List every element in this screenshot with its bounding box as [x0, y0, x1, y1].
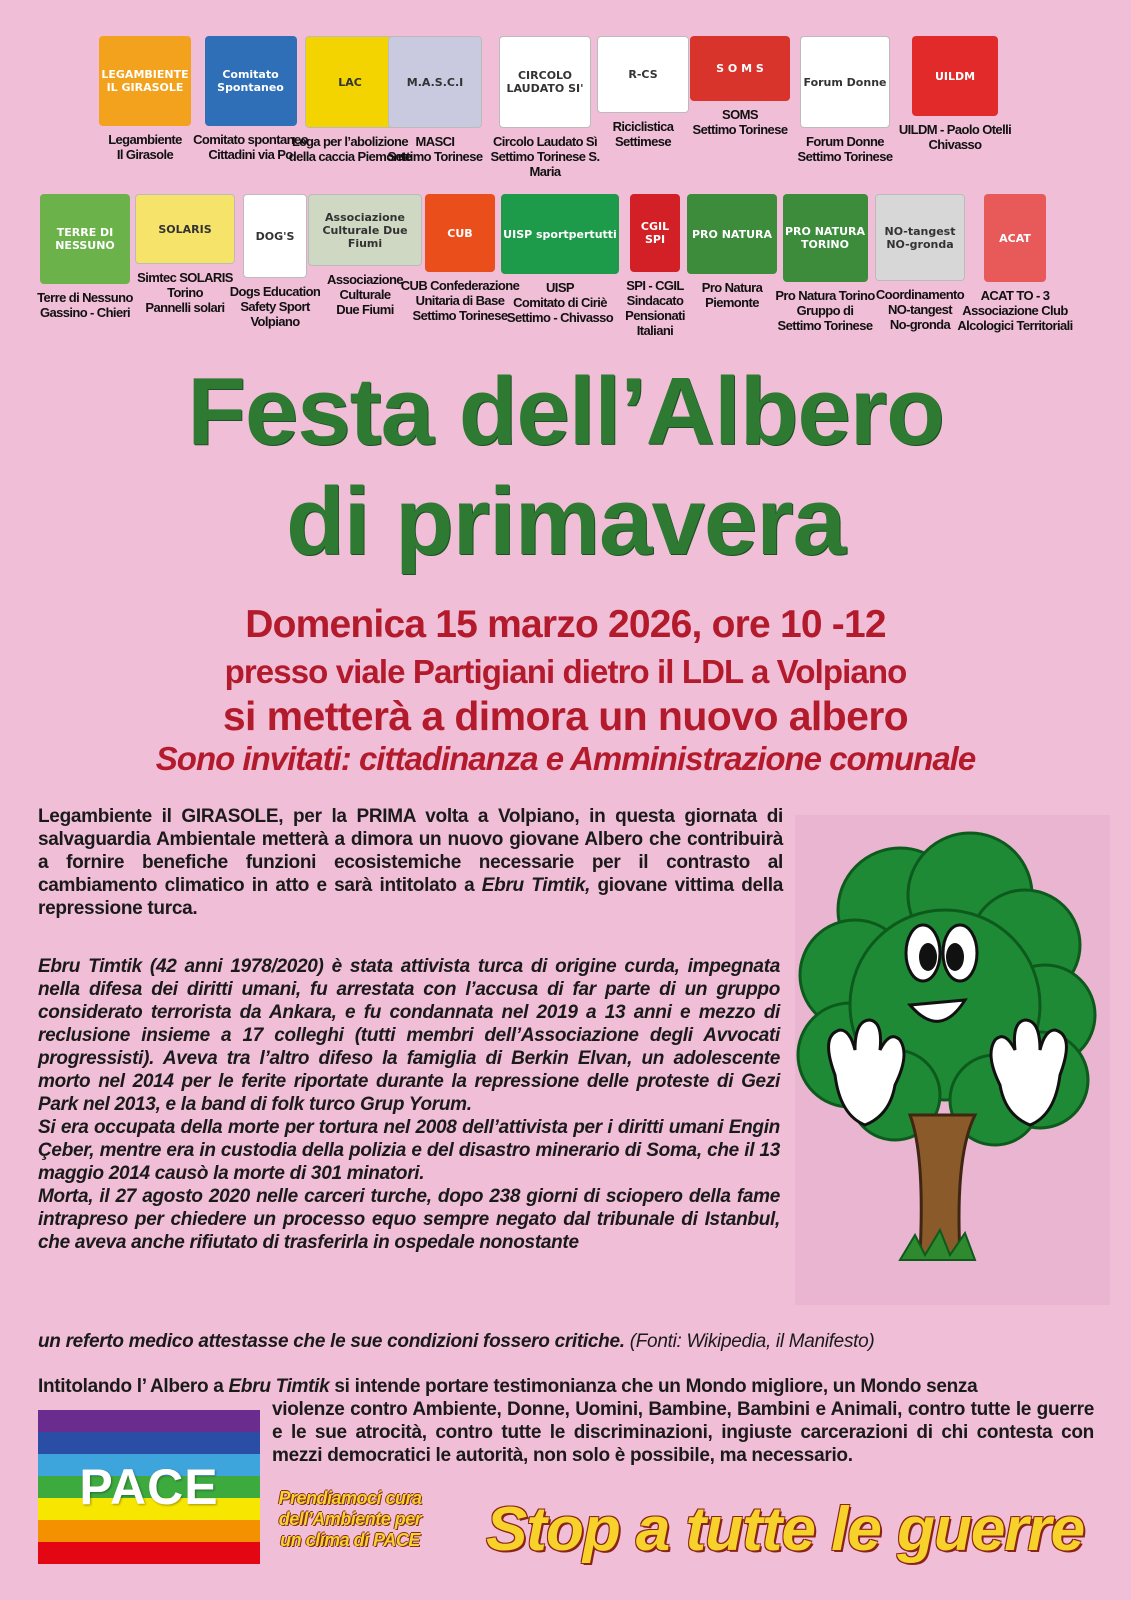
- pace-flag: [38, 1410, 260, 1564]
- sponsor-logo-image: R-CS: [597, 36, 689, 113]
- biography-text: Ebru Timtik (42 anni 1978/2020) è stata attivista turca di origine curda, impegnata nella difesa dei diritti umani, fu arrestata con l’accusa di far parte di un gruppo considerato terrorista da Ankara, e fu condannata nel 2019 a 13 anni e mezzo di reclusione insieme a 17 colleghi (tutti membri dell’Associazione degli Avvocati progressisti). Aveva tra l’altro difeso la famiglia di Berkin Elvan, un adolescente morto nel 2014 per le ferite riportate durante la repressione delle proteste di Gezi Park nel 2013, e la band di folk turco Grup Yorum.: [38, 956, 780, 1115]
- biography-paragraph: [38, 955, 780, 1254]
- sponsor-logo-caption: Comitato spontaneo Cittadini via Po: [193, 132, 308, 162]
- biography-text: Si era occupata della morte per tortura nel 2008 dell’attivista per i diritti umani Engin Çeber, mentre era in custodia della polizia e del disastro minerario di Soma, che il 13 maggio 2014 causò la morte di 301 minatori.: [38, 1117, 780, 1184]
- sponsor-logo-caption: Dogs Education Safety Sport Volpiano: [229, 284, 321, 329]
- sponsor-logo: [890, 36, 1020, 152]
- sponsor-logo: [385, 36, 485, 164]
- stop-war-headline: Stop a tutte le guerre: [485, 1495, 1085, 1564]
- slogan-text: Prendiamoci cura dell’Ambiente per un clima di PACE: [278, 1488, 422, 1550]
- sponsor-logo-caption: ACAT TO - 3 Associazione Club Alcologici Territoriali: [957, 288, 1073, 333]
- intro-text: giovane vittima della repressione turca.: [38, 875, 783, 919]
- sponsor-logo-image: ACAT: [984, 194, 1046, 282]
- sponsor-logo: [130, 194, 240, 315]
- sponsor-logo: [680, 36, 800, 137]
- sponsor-logo-image: LEGAMBIENTE IL GIRASOLE: [99, 36, 191, 126]
- biography-last-line: [38, 1330, 938, 1353]
- event-invited: Sono invitati: cittadinanza e Amministrazione comunale: [155, 740, 976, 777]
- ebru-name: Ebru Timtik: [228, 1376, 330, 1397]
- closing-text: si intende portare testimonianza che un Mondo migliore, un Mondo senza: [329, 1376, 978, 1397]
- sponsor-logo-image: DOG'S: [243, 194, 307, 278]
- ebru-name: Ebru Timtik,: [481, 875, 591, 896]
- intro-text: Legambiente il: [38, 806, 182, 827]
- sponsor-logo-caption: UISP Comitato di Ciriè Settimo - Chivasso: [506, 280, 614, 325]
- sponsor-logo: [35, 194, 135, 320]
- event-title-line-2: di primavera: [286, 468, 845, 575]
- sponsor-logo-caption: SPI - CGIL Sindacato Pensionati Italiani: [625, 278, 685, 338]
- girasole-text: GIRASOLE: [181, 806, 279, 827]
- biography-text: Morta, il 27 agosto 2020 nelle carceri turche, dopo 238 giorni di sciopero della fame intrapreso per chiedere un processo equo sempre negato dal tribunale di Istanbul, che aveva anche rifiutato di trasferirla in ospedale nonostante: [38, 1186, 780, 1253]
- sponsor-logo-image: SOLARIS: [135, 194, 235, 264]
- closing-paragraph: violenze contro Ambiente, Donne, Uomini, Bambine, Bambini e Animali, contro tutte le guerre e le sue atrocità, contro tutte le discriminazioni, ingiuste carcerazioni di chi contesta con mezzi democratici le autorità, non solo è possibile, ma necessario.: [272, 1399, 1094, 1466]
- sponsor-logo-caption: Pro Natura Piemonte: [701, 280, 763, 310]
- sponsor-logo-image: PRO NATURA: [687, 194, 777, 274]
- intro-paragraph: [38, 805, 783, 920]
- sponsor-logo-caption: Circolo Laudato Sì Settimo Torinese S. Maria: [490, 134, 600, 179]
- sponsor-logo-caption: Simtec SOLARIS Torino Pannelli solari: [137, 270, 233, 315]
- biography-text: un referto medico attestasse che le sue condizioni fossero critiche.: [38, 1331, 625, 1352]
- sponsor-logo-image: UILDM: [912, 36, 998, 116]
- sponsor-logo-caption: MASCI Settimo Torinese: [387, 134, 483, 164]
- closing-first-line: [38, 1375, 1098, 1398]
- sponsor-logo-caption: Riciclistica Settimese: [612, 119, 674, 149]
- sponsor-logo-image: UISP sportpertutti: [501, 194, 619, 274]
- sponsor-logo-image: TERRE DI NESSUNO: [40, 194, 130, 284]
- tree-illustration: [795, 815, 1110, 1305]
- sponsor-logo: [490, 36, 600, 179]
- sponsor-logo-caption: Associazione Culturale Due Fiumi: [327, 272, 403, 317]
- sponsor-logo: [85, 36, 205, 162]
- sources-note: (Fonti: Wikipedia, il Manifesto): [629, 1331, 875, 1352]
- sponsor-logo-image: PRO NATURA TORINO: [783, 194, 868, 282]
- event-date: Domenica 15 marzo 2026, ore 10 -12: [245, 603, 886, 646]
- sponsor-logo-image: S O M S: [690, 36, 790, 101]
- sponsor-logo-caption: Terre di Nessuno Gassino - Chieri: [37, 290, 133, 320]
- prima-text: PRIMA: [356, 806, 416, 827]
- sponsor-logo-image: CGIL SPI: [630, 194, 680, 272]
- sponsor-logo-caption: Forum Donne Settimo Torinese: [797, 134, 893, 164]
- sponsor-logo: [950, 194, 1080, 333]
- sponsor-logo-caption: Pro Natura Torino Gruppo di Settimo Torinese: [775, 288, 875, 333]
- sponsor-logo-image: Associazione Culturale Due Fiumi: [308, 194, 422, 266]
- intro-text: volta a Volpiano, in questa giornata di salvaguardia Ambientale metterà a dimora un nuovo giovane Albero che contribuirà a fornire benefiche funzioni ecosistemiche necessarie per il contrasto al cambiamento climatico in atto e sarà intitolato a: [38, 806, 783, 896]
- sponsor-logo-caption: CUB Confederazione Unitaria di Base Settimo Torinese: [400, 278, 520, 323]
- event-action: si metterà a dimora un nuovo albero: [222, 693, 909, 739]
- sponsor-logo-caption: Lega per l’abolizione della caccia Piemonte: [288, 134, 412, 164]
- sponsor-logo-image: Forum Donne: [800, 36, 890, 128]
- sponsor-logo-image: NO-tangest NO-gronda: [875, 194, 965, 281]
- sponsor-logo-image: Comitato Spontaneo: [205, 36, 297, 126]
- intro-text: , per la: [278, 806, 357, 827]
- sponsor-logo-caption: UILDM - Paolo Otelli Chivasso: [898, 122, 1012, 152]
- sponsor-logo: [790, 36, 900, 164]
- sponsor-logo-caption: Coordinamento NO-tangest No-gronda: [875, 287, 965, 332]
- sponsor-logo-image: M.A.S.C.I: [388, 36, 482, 128]
- closing-text: Intitolando l’ Albero a: [38, 1376, 229, 1397]
- sponsor-logo-caption: SOMS Settimo Torinese: [692, 107, 788, 137]
- event-title-line-1: Festa dell’Albero: [187, 358, 944, 465]
- pace-flag-word: PACE: [79, 1459, 219, 1515]
- sponsor-logo-caption: Legambiente Il Girasole: [108, 132, 182, 162]
- sponsor-logo-image: LAC: [305, 36, 395, 128]
- event-place: presso viale Partigiani dietro il LDL a Volpiano: [224, 653, 907, 690]
- sponsor-logo-image: CUB: [425, 194, 495, 272]
- sponsor-logo-image: CIRCOLO LAUDATO SI': [499, 36, 591, 128]
